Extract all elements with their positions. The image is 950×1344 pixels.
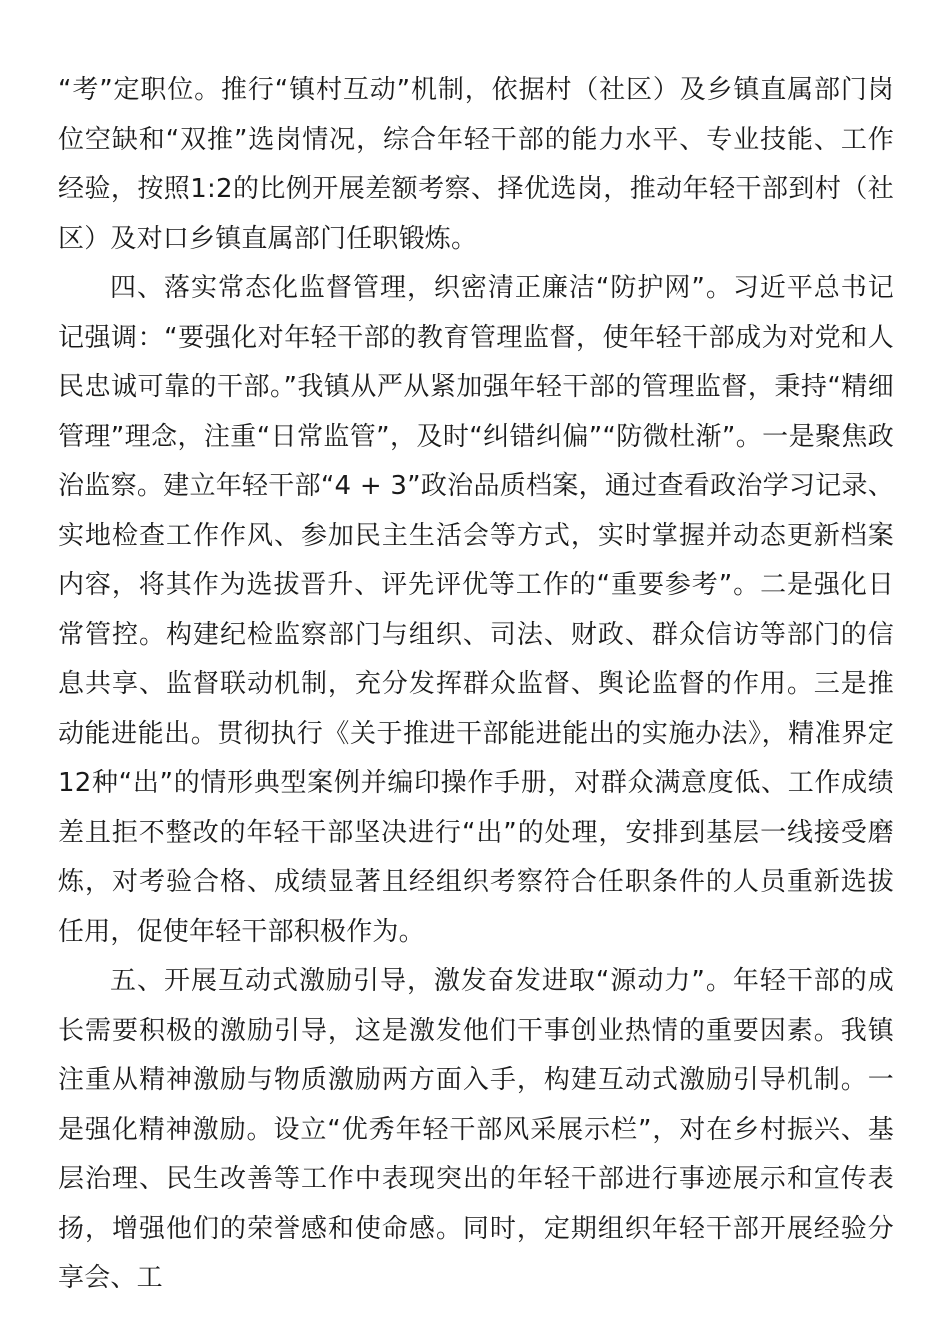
paragraph-1-text: “考”定职位。推行“镇村互动”机制，依据村（社区）及乡镇直属部门岗位空缺和“双推”选岗情况，综合年轻干部的能力水平、专业技能、工作经验，按照1:2的比例开展差额考察、择优选岗，推动年轻干部到村（社区）及对口乡镇直属部门任职锻炼。	[58, 75, 894, 254]
section-five-heading: 五、开展互动式激励引导，激发奋发进取“源动力”。	[110, 966, 733, 996]
paragraph-3	[58, 957, 894, 1304]
paragraph-3-text: 年轻干部的成长需要积极的激励引导，这是激发他们干事创业热情的重要因素。我镇注重从精神激励与物质激励两方面入手，构建互动式激励引导机制。一是强化精神激励。设立“优秀年轻干部风采展示栏”，对在乡村振兴、基层治理、民生改善等工作中表现突出的年轻干部进行事迹展示和宣传表扬，增强他们的荣誉感和使命感。同时，定期组织年轻干部开展经验分享会、工	[58, 966, 895, 1293]
section-four-heading: 四、落实常态化监督管理，织密清正廉洁“防护网”。	[110, 273, 733, 303]
document-page	[58, 66, 894, 1304]
paragraph-2-text: 习近平总书记记强调：“要强化对年轻干部的教育管理监督，使年轻干部成为对党和人民忠诚可靠的干部。”我镇从严从紧加强年轻干部的管理监督，秉持“精细管理”理念，注重“日常监管”，及时“纠错纠偏”“防微杜渐”。一是聚焦政治监察。建立年轻干部“4 + 3”政治品质档案，通过查看政治学习记录、实地检查工作作风、参加民主生活会等方式，实时掌握并动态更新档案内容，将其作为选拔晋升、评先评优等工作的“重要参考”。二是强化日常管控。构建纪检监察部门与组织、司法、财政、群众信访等部门的信息共享、监督联动机制，充分发挥群众监督、舆论监督的作用。三是推动能进能出。贯彻执行《关于推进干部能进能出的实施办法》，精准界定12种“出”的情形典型案例并编印操作手册，对群众满意度低、工作成绩差且拒不整改的年轻干部坚决进行“出”的处理，安排到基层一线接受磨炼，对考验合格、成绩显著且经组织考察符合任职条件的人员重新选拔任用，促使年轻干部积极作为。	[58, 273, 895, 947]
paragraph-1	[58, 66, 894, 264]
paragraph-2	[58, 264, 894, 957]
